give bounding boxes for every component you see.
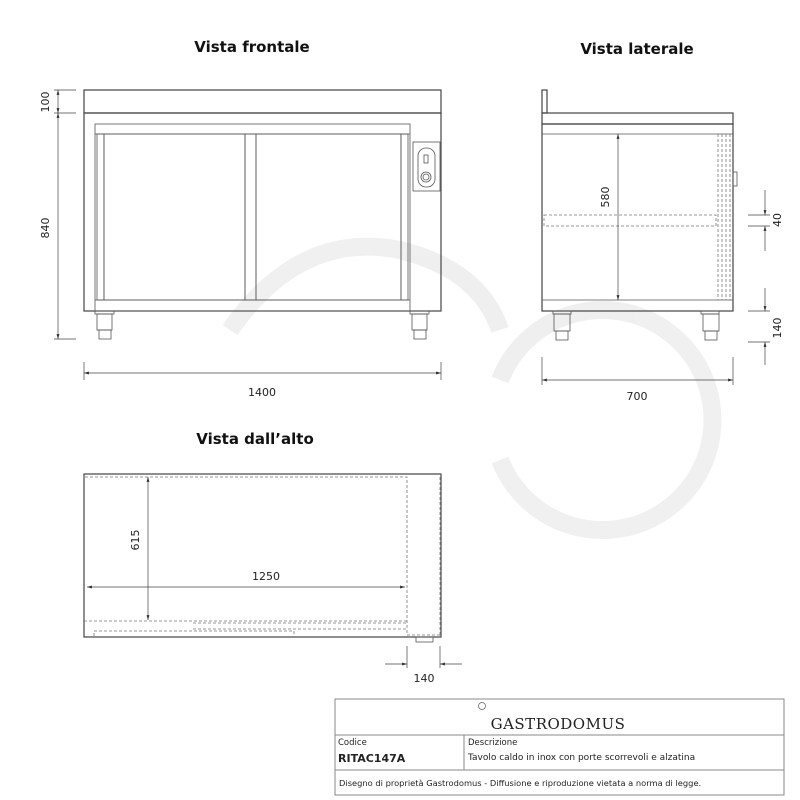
code-label: Codice: [338, 738, 367, 748]
hidden-shelf: [544, 215, 716, 226]
front-view-title: Vista frontale: [194, 38, 310, 56]
side-body: [542, 124, 733, 311]
side-view: [542, 40, 784, 403]
top-view: [84, 430, 462, 685]
backsplash: [84, 90, 441, 113]
front-view: [39, 38, 441, 399]
dim-inner-depth-label: 615: [129, 529, 142, 551]
product-code: RITAC147A: [338, 752, 406, 765]
dim-panel-label: 140: [413, 672, 435, 685]
dim-shelf-label: 40: [771, 213, 784, 227]
left-sliding-door: [104, 134, 245, 300]
side-view-title: Vista laterale: [580, 40, 694, 58]
dim-width-label: 1400: [248, 386, 276, 399]
brand-name: Gastrodomus: [490, 715, 626, 733]
dim-depth-label: 700: [626, 390, 648, 403]
dim-inner-width-label: 1250: [252, 570, 280, 583]
dim-backsplash-label: 100: [39, 91, 52, 113]
dim-inner-height-label: 580: [599, 186, 612, 208]
top-view-title: Vista dall’alto: [196, 430, 314, 448]
top-outline: [84, 474, 441, 637]
copyright-footer: Disegno di proprietà Gastrodomus - Diffusione e riproduzione vietata a norma di legge.: [339, 778, 702, 788]
dim-legs-label: 140: [771, 317, 784, 339]
control-panel: [413, 142, 440, 191]
title-block: [335, 699, 784, 795]
description-label: Descrizione: [468, 738, 518, 748]
dim-height-label: 840: [39, 217, 52, 239]
watermark-logo: [230, 247, 712, 530]
product-description: Tavolo caldo in inox con porte scorrevoli e alzatina: [468, 753, 696, 763]
legs: [95, 311, 429, 339]
